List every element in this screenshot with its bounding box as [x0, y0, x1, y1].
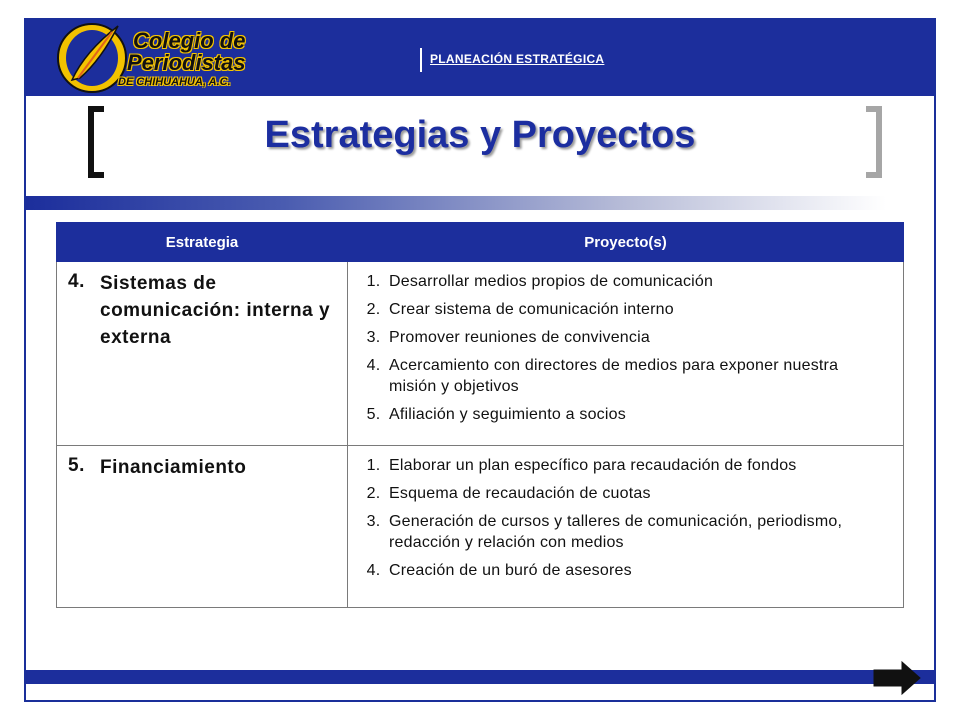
logo-line-3: DE CHIHUAHUA, A.C. — [118, 76, 231, 88]
gradient-divider — [26, 196, 886, 210]
list-item: 5. Afiliación y seguimiento a socios — [385, 404, 890, 425]
strategy-text: Sistemas de comunicación: interna y externa — [100, 273, 331, 348]
projects-cell — [348, 262, 904, 446]
strategy-number: 5. — [68, 455, 85, 476]
list-item: 4. Creación de un buró de asesores — [385, 560, 890, 581]
strategy-cell — [57, 446, 348, 608]
strategy-text: Financiamiento — [100, 457, 247, 478]
table-header-row — [57, 223, 904, 262]
list-item: 1. Elaborar un plan específico para recaudación de fondos — [385, 455, 890, 476]
logo-line-2: Periodistas — [127, 50, 246, 75]
list-item: 2. Crear sistema de comunicación interno — [385, 299, 890, 320]
list-item: 1. Desarrollar medios propios de comunicación — [385, 271, 890, 292]
projects-list — [349, 447, 902, 600]
arrow-right-icon[interactable] — [872, 660, 922, 696]
strategy-cell — [57, 262, 348, 446]
list-item: 3. Promover reuniones de convivencia — [385, 327, 890, 348]
header-separator — [420, 48, 422, 72]
header-estrategia: Estrategia — [57, 223, 348, 262]
table-row — [57, 262, 904, 446]
section-title: PLANEACIÓN ESTRATÉGICA — [430, 52, 605, 66]
footer-bar — [26, 670, 934, 684]
table-row — [57, 446, 904, 608]
list-item: 2. Esquema de recaudación de cuotas — [385, 483, 890, 504]
strategy-table — [56, 222, 904, 608]
strategy-number: 4. — [68, 271, 85, 292]
projects-cell — [348, 446, 904, 608]
list-item: 4. Acercamiento con directores de medios para exponer nuestra misión y objetivos — [385, 355, 890, 397]
page-title: Estrategias y Proyectos — [264, 114, 696, 156]
logo-line-1: Colegio de — [133, 28, 246, 53]
header-proyectos: Proyecto(s) — [348, 223, 904, 262]
list-item: 3. Generación de cursos y talleres de comunicación, periodismo, redacción y relación con medios — [385, 511, 890, 553]
projects-list — [349, 263, 902, 444]
